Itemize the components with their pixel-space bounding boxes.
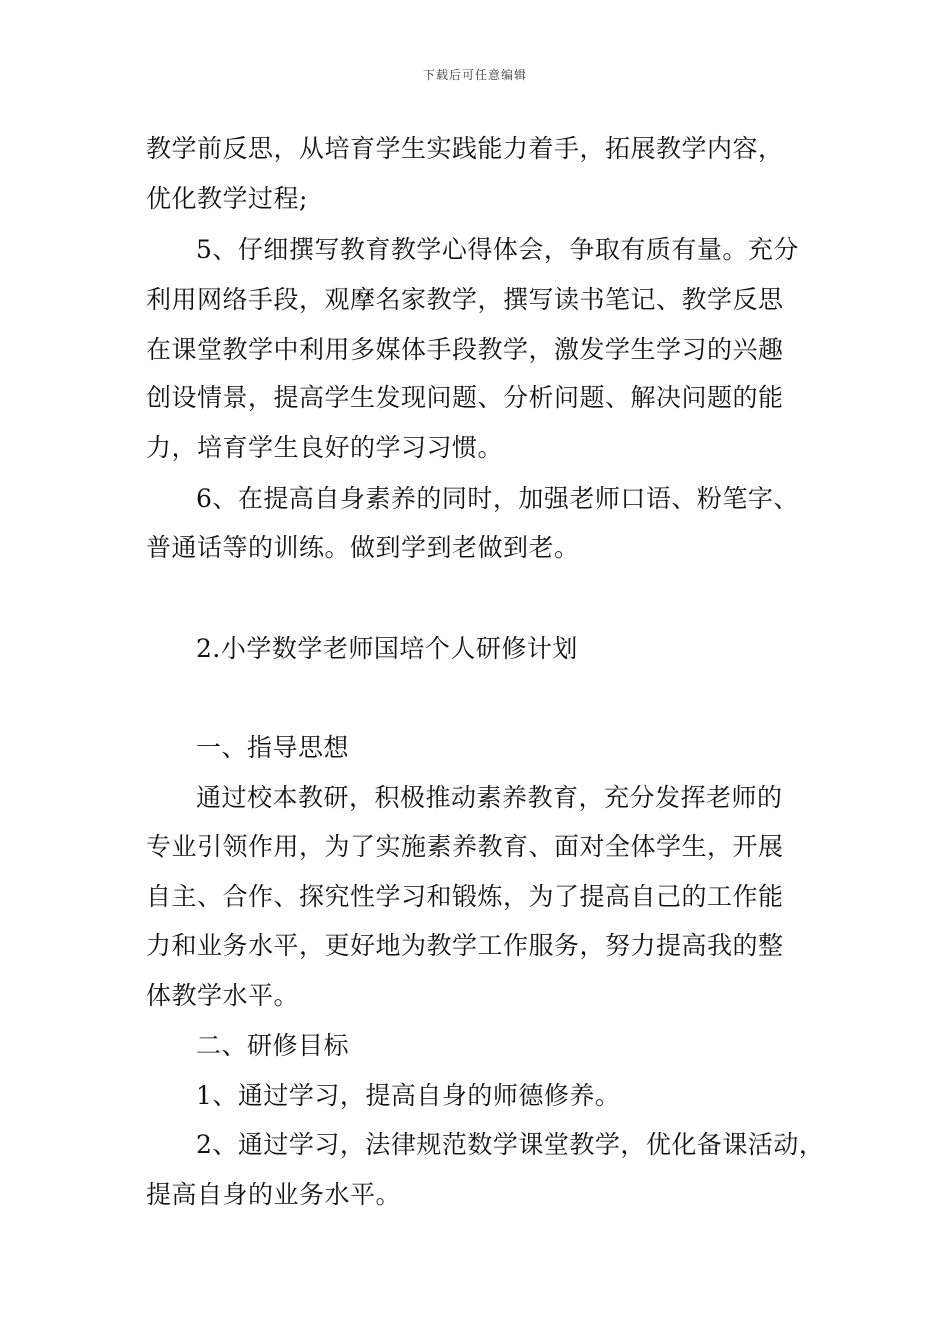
paragraph-line: 通过校本教研，积极推动素养教育，充分发挥老师的	[196, 783, 783, 812]
paragraph-line: 自主、合作、探究性学习和锻炼，为了提高自己的工作能	[146, 882, 784, 911]
section-title: 2.小学数学老师国培个人研修计划	[196, 634, 578, 663]
paragraph-line: 提高自身的业务水平。	[146, 1180, 402, 1209]
section-heading: 二、研修目标	[196, 1031, 350, 1060]
paragraph-line: 在课堂教学中利用多媒体手段教学，激发学生学习的兴趣	[146, 335, 784, 364]
paragraph-line: 优化教学过程;	[146, 184, 308, 213]
paragraph-line: 5、仔细撰写教育教学心得体会，争取有质有量。充分	[196, 235, 799, 264]
page-header: 下载后可任意编辑	[422, 68, 527, 82]
paragraph-line: 体教学水平。	[146, 981, 300, 1010]
paragraph-line: 专业引领作用，为了实施素养教育、面对全体学生，开展	[146, 832, 784, 861]
paragraph-line: 利用网络手段，观摩名家教学，撰写读书笔记、教学反思	[146, 285, 784, 314]
paragraph-line: 普通话等的训练。做到学到老做到老。	[146, 533, 580, 562]
section-heading: 一、指导思想	[196, 733, 350, 762]
paragraph-line: 力，培育学生良好的学习习惯。	[146, 433, 504, 462]
paragraph-line: 2、通过学习，法律规范数学课堂教学，优化备课活动，	[196, 1130, 825, 1159]
paragraph-line: 教学前反思，从培育学生实践能力着手，拓展教学内容，	[146, 134, 784, 163]
paragraph-line: 力和业务水平，更好地为教学工作服务，努力提高我的整	[146, 931, 784, 960]
paragraph-line: 1、通过学习，提高自身的师德修养。	[196, 1081, 621, 1110]
paragraph-line: 创设情景，提高学生发现问题、分析问题、解决问题的能	[146, 383, 784, 412]
paragraph-line: 6、在提高自身素养的同时，加强老师口语、粉笔字、	[196, 484, 799, 513]
